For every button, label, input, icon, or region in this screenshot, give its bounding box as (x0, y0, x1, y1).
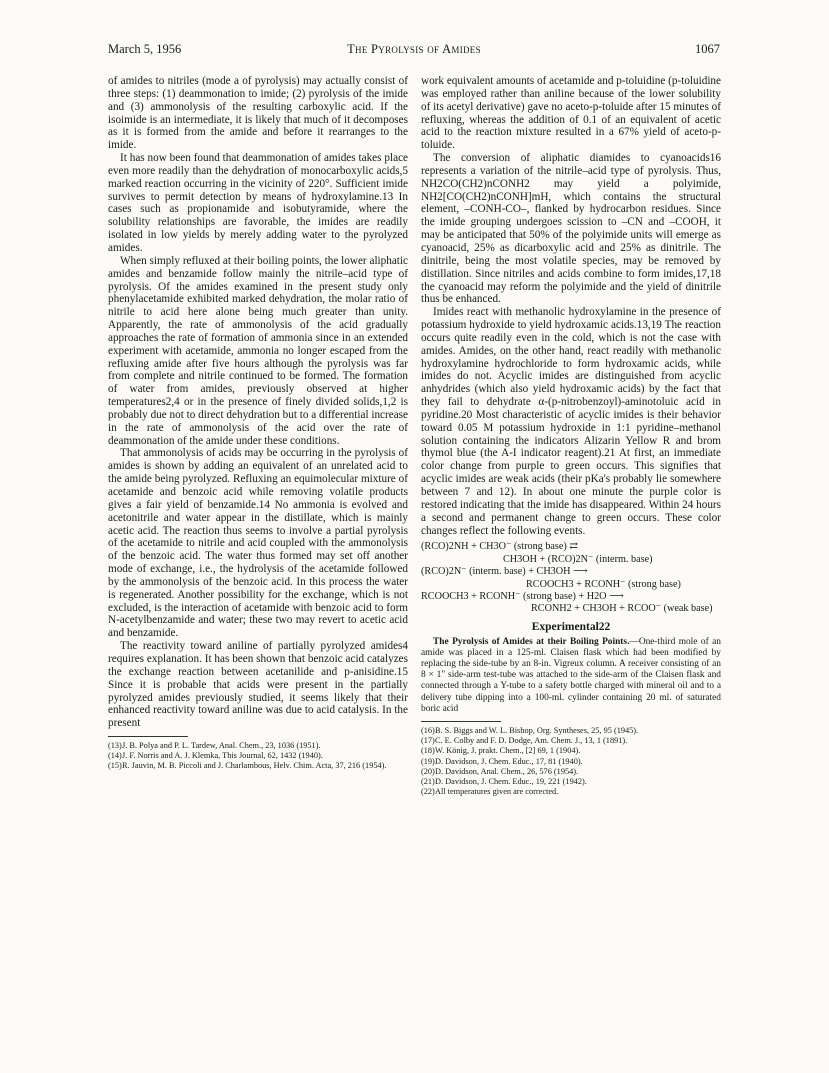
footnote-number: (17) (421, 736, 435, 746)
footnote (421, 777, 721, 787)
footnote (421, 787, 721, 797)
equation-line: RCOOCH3 + RCONH⁻ (strong base) + H2O ⟶ (421, 591, 624, 602)
footnote-text: R. Jauvin, M. B. Piccoli and J. Charlambous, Helv. Chim. Acta, 37, 216 (1954). (122, 761, 387, 771)
section-heading: Experimental22 (531, 620, 611, 633)
experimental-paragraph (421, 637, 721, 715)
footnote-text: J. F. Norris and A. J. Klemka, This Journal, 62, 1432 (1940). (122, 751, 323, 761)
experimental-text: —One-third mole of an amide was placed in a 125-ml. Claisen flask which had been modified by replacing the side-tube by an 8-in. Vigreux column. A receiver consisting of an 8 × 1" side-arm test-tube was attached to the side-arm of the Claisen flask and connected through a Y-tube to a safety bottle charged with mineral oil and to a delivery tube dipping into a 100-ml. cylinder containing 20 ml. of saturated boric acid (421, 636, 721, 714)
page-number: 1067 (695, 42, 720, 56)
footnote-text: D. Davidson, Anal. Chem., 26, 576 (1954). (435, 766, 579, 776)
footnote-text: All temperatures given are corrected. (435, 787, 559, 797)
paragraph: It has now been found that deammonation of amides takes place even more readily than the dehydration of monocarboxylic acids,5 marked reaction occurring in the vicinity of 220°. Sufficient imide survives to permit detection by means of hydroxylamine.13 In cases such as propionamide and isobutyramide, where the solubility relationships are favorable, the imides are readily isolated in low yields by merely adding water to the pyrolyzed amides. (108, 152, 408, 254)
footnote-number: (22) (421, 787, 435, 797)
footnote (421, 736, 721, 746)
paragraph: When simply refluxed at their boiling points, the lower aliphatic amides and benzamide follow mainly the nitrile–acid type of pyrolysis. Of the amides examined in the present study only phenylacetamide exhibited marked dehydration, the molar ratio of nitrile to acid here alone being much greater than unity. Apparently, the rate of ammonolysis of the acid gradually approaches the rate of formation of ammonia since in an extended experiment with acetamide, ammonia no longer escaped from the refluxing amide after five hours although the pyrolysis was far from complete and nitrile continued to be formed. The formation of water from amides, previously observed at higher temperatures2,4 or in the presence of finely divided solids,1,2 is probably due not to direct dehydration but to a differential increase in the rate of ammonolysis of the acid over the rate of deammonation of the amide under these conditions. (108, 254, 408, 447)
equation-line: (RCO)2N⁻ (interm. base) + CH3OH ⟶ (421, 566, 588, 578)
equation-line: RCONH2 + CH3OH + RCOO⁻ (weak base) (531, 603, 713, 615)
footnote-number: (21) (421, 777, 435, 787)
footnote-divider (421, 721, 501, 722)
footnote-number: (13) (108, 741, 122, 751)
paragraph: Imides react with methanolic hydroxylamine in the presence of potassium hydroxide to yield hydroxamic acids.13,19 The reaction occurs quite readily even in the cold, which is not the case with amides. Amides, on the other hand, react readily with methanolic hydroxylamine hydrochloride to form hydroxamic acids, while imides do not. Acyclic imides are distinguished from acyclic anhydrides (which also yield hydroxamic acids) by the fact that they fail to dehydrate α-(p-nitrobenzoyl)-aminotoluic acid in pyridine.20 Most characteristic of acyclic imides is their behavior toward 0.05 M potassium hydroxide in 1:1 pyridine–methanol solution containing the indicators Alizarin Yellow R and brom thymol blue (the A-I indicator reagent).21 At first, an immediate color change from purple to green occurs. This signifies that acyclic imides are weak acids (their pKa's probably lie somewhere between 7 and 12). In about one minute the purple color is restored indicating that the imide has disappeared. Within 24 hours a second and permanent change to green occurs. These color changes reflect the following events. (421, 306, 721, 537)
footnote-number: (18) (421, 746, 435, 756)
footnote-number: (19) (421, 756, 435, 766)
footnote-text: J. B. Polya and P. L. Tardew, Anal. Chem., 23, 1036 (1951). (122, 741, 321, 751)
right-column (421, 75, 721, 798)
left-column (108, 75, 408, 772)
experimental-run-in-title: The Pyrolysis of Amides at their Boiling Points. (433, 636, 630, 647)
equation-line: RCOOCH3 + RCONH⁻ (strong base) (526, 578, 681, 590)
footnote (421, 757, 721, 767)
footnote (108, 761, 408, 771)
footnote-number: (14) (108, 751, 122, 761)
header-title: The Pyrolysis of Amides (347, 42, 481, 56)
paragraph: That ammonolysis of acids may be occurring in the pyrolysis of amides is shown by adding an equivalent of an unrelated acid to the amide being pyrolyzed. Refluxing an equimolecular mixture of acetamide and benzoic acid while removing volatile products gives a fair yield of benzamide.14 No ammonia is evolved and acetonitrile and water appear in the distillate, which is mainly acetic acid. The reaction thus seems to involve a partial pyrolysis of the acetamide to nitrile and acid coupled with the ammonolysis of the benzoic acid. The water thus formed may set off another mode of exchange, i.e., the hydrolysis of the acetamide followed by the ammonolysis of the benzoic acid. In this process the water is regenerated. Another possibility for the exchange, which is not excluded, is the interaction of acetamide with benzoic acid to form N-acetylbenzamide and water; these two may revert to acetic acid and benzamide. (108, 447, 408, 640)
paragraph: The conversion of aliphatic diamides to cyanoacids16 represents a variation of the nitrile–acid type of pyrolysis. Thus, NH2CO(CH2)nCONH2 may yield a polyimide, NH2[CO(CH2)nCONH]mH, which contains the structural element, –CONH-CO–, flanked by hydrocarbon residues. Since the imide grouping undergoes scission to –CN and –COOH, it may be anticipated that 50% of the polyimide units will emerge as cyanoacid, 25% as dicarboxylic acid and 25% as dinitrile. The dinitrile, being the most volatile species, may be removed by distillation. Since nitriles and acids combine to form imides,17,18 the cyanoacid may reform the polyimide and the yield of dinitrile thus be enhanced. (421, 152, 721, 306)
footnote-text: D. Davidson, J. Chem. Educ., 19, 221 (1942). (435, 777, 587, 787)
reaction-equations (421, 541, 721, 615)
header-date: March 5, 1956 (108, 42, 182, 56)
footnote-text: D. Davidson, J. Chem. Educ., 17, 81 (1940). (435, 756, 583, 766)
paragraph: The reactivity toward aniline of partially pyrolyzed amides4 requires explanation. It has been shown that benzoic acid catalyzes the exchange reaction between acetanilide and p-anisidine.15 Since it is probable that acids were present in the partially pyrolyzed amides previously studied, it seems likely that their enhanced reactivity toward aniline was due to acid catalysis. In the present (108, 640, 408, 730)
paragraph: work equivalent amounts of acetamide and p-toluidine (p-toluidine was employed rather than aniline because of the lower solubility of its acetyl derivative) gave no aceto-p-toluide after 15 minutes of refluxing, whereas the addition of 0.1 of an equivalent of acetic acid to the reaction mixture resulted in a 67% yield of aceto-p-toluide. (421, 75, 721, 152)
footnote (108, 751, 408, 761)
equation-line: CH3OH + (RCO)2N⁻ (interm. base) (503, 553, 653, 565)
footnote-number: (20) (421, 766, 435, 776)
paragraph: of amides to nitriles (mode a of pyrolysis) may actually consist of three steps: (1) deammonation to imide; (2) pyrolysis of the imide and (3) ammonolysis of the resulting carboxylic acid. If the isoimide is an intermediate, it is likely that much of it decomposes as it is formed from the amide and before it rearranges to the imide. (108, 75, 408, 152)
footnote (421, 726, 721, 736)
footnote (421, 746, 721, 756)
footnote-number: (16) (421, 726, 435, 736)
footnote-text: W. König, J. prakt. Chem., [2] 69, 1 (1904). (435, 746, 581, 756)
footnote-number: (15) (108, 761, 122, 771)
footnote-text: C. E. Colby and F. D. Dodge, Am. Chem. J., 13, 1 (1891). (435, 736, 628, 746)
equation-line: (RCO)2NH + CH3O⁻ (strong base) ⇄ (421, 541, 578, 553)
footnote (421, 767, 721, 777)
footnote-divider (108, 736, 188, 737)
footnote (108, 741, 408, 751)
footnote-text: B. S. Biggs and W. L. Bishop, Org. Syntheses, 25, 95 (1945). (435, 726, 639, 736)
